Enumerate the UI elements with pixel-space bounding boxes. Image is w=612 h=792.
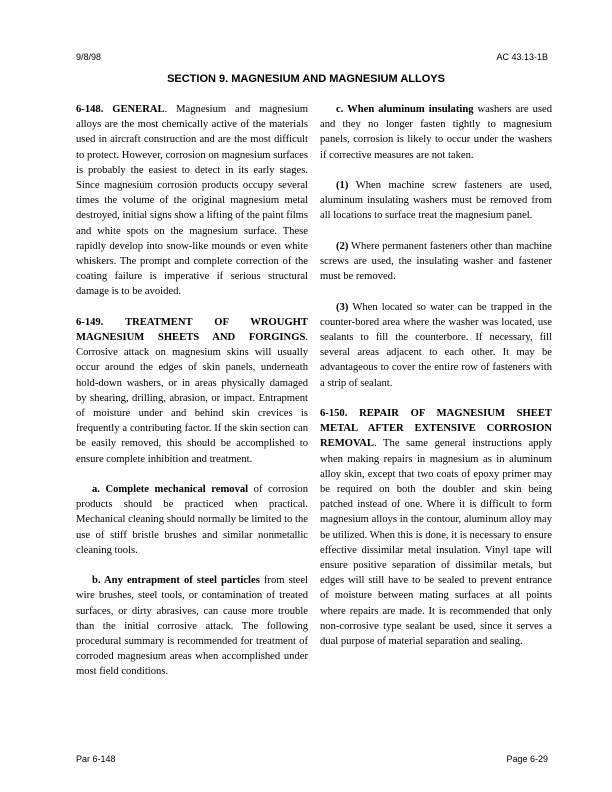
- paragraph-c-3: [320, 300, 552, 391]
- paragraph-6-149: [76, 315, 308, 467]
- paragraph-b-text: from steel wire brushes, steel tools, or contamination of treated surfaces, or dirty abrasives, can cause more trouble than the initial corrosive attack. The following procedural summary is recommended for treatment of corroded magnesium areas when accomplished under most field conditions.: [76, 575, 308, 678]
- paragraph-6-149-heading: 6-149. TREATMENT OF WROUGHT MAGNESIUM SHEETS AND FORGINGS: [76, 316, 308, 344]
- paragraph-a-text: of corrosion products should be practiced when practical. Mechanical cleaning should normally be limited to the use of stiff bristle brushes and similar nonmetallic cleaning tools.: [76, 484, 309, 556]
- header-doc-id: AC 43.13-1B: [496, 52, 548, 62]
- header-date: 9/8/98: [76, 52, 102, 62]
- paragraph-c-2: [320, 239, 552, 285]
- paragraph-c-3-number: (3): [336, 301, 349, 313]
- section-title: SECTION 9. MAGNESIUM AND MAGNESIUM ALLOYS: [167, 73, 445, 85]
- paragraph-6-148-heading: 6-148. GENERAL: [76, 104, 165, 115]
- left-column: [76, 102, 308, 695]
- paragraph-6-149-text: . Corrosive attack on magnesium skins will usually occur around the edges of skin panels, underneath hold-down washers, or in areas physically damaged by shearing, drilling, abrasion, or impact. Entrapment of moisture under and behind skin crevices is frequently a contributing factor. If the skin section can be easily removed, this should be accomplished to ensure complete inhibition and treatment.: [76, 332, 308, 465]
- paragraph-b: [76, 573, 308, 679]
- right-column: [320, 102, 552, 664]
- paragraph-b-heading: b. Any entrapment of steel particles: [92, 575, 260, 587]
- paragraph-c-heading: c. When aluminum insulating: [336, 104, 474, 115]
- paragraph-c-3-text: When located so water can be trapped in the counter-bored area where the washer was located, use sealants to fill the counterbore. If necessary, fill several areas adjacent to each other. It may be advantageous to cover the entire row of fasteners with a strip of sealant.: [320, 301, 552, 389]
- paragraph-6-150: [320, 406, 552, 649]
- paragraph-6-148: [76, 102, 308, 300]
- paragraph-c: [320, 102, 552, 163]
- paragraph-c-1-text: When machine screw fasteners are used, aluminum insulating washers must be removed from all locations to surface treat the magnesium panel.: [320, 180, 552, 222]
- paragraph-c-text: washers are used and they no longer fasten tightly to magnesium panels, corrosion is likely to occur under the washers if corrective measures are not taken.: [320, 104, 552, 161]
- paragraph-6-150-heading: 6-150. REPAIR OF MAGNESIUM SHEET METAL AFTER EXTENSIVE CORROSION REMOVAL: [320, 408, 552, 450]
- paragraph-a: [76, 482, 308, 558]
- paragraph-6-148-text: . Magnesium and magnesium alloys are the most chemically active of the materials used in aircraft construction and are the most difficult to protect. However, corrosion on magnesium surfaces is probably the easiest to detect in its early stages. Since magnesium corrosion products occupy several times the volume of the original magnesium metal destroyed, initial signs show a lifting of the paint films and white spots on the magnesium surface. These rapidly develop into snow-like mounds or even white whiskers. The prompt and complete correction of the coating failure is imperative if serious structural damage is to be avoided.: [76, 104, 308, 298]
- paragraph-c-1: [320, 178, 552, 224]
- paragraph-c-1-number: (1): [336, 180, 349, 191]
- footer-paragraph-ref: Par 6-148: [76, 754, 116, 764]
- paragraph-6-150-text: . The same general instructions apply when making repairs in magnesium as in aluminum alloy skin, except that two coats of epoxy primer may be required on both the doubler and skin being patched instead of one. Where it is difficult to form magnesium alloys in the contour, aluminum alloy may be utilized. When this is done, it is necessary to ensure effective dissimilar metal insulation. Vinyl tape will ensure positive separation of dissimilar metals, but edges will still have to be sealed to prevent entrance of moisture between mating surfaces at all points where repairs are made. It is recommended that only non-corrosive type sealant be used, since it serves a dual purpose of material separation and sealing.: [320, 438, 552, 648]
- paragraph-c-2-number: (2): [336, 240, 349, 252]
- paragraph-a-heading: a. Complete mechanical removal: [92, 484, 249, 496]
- footer-page-number: Page 6-29: [506, 754, 548, 764]
- paragraph-c-2-text: Where permanent fasteners other than machine screws are used, the insulating washer and fastener must be removed.: [320, 240, 552, 283]
